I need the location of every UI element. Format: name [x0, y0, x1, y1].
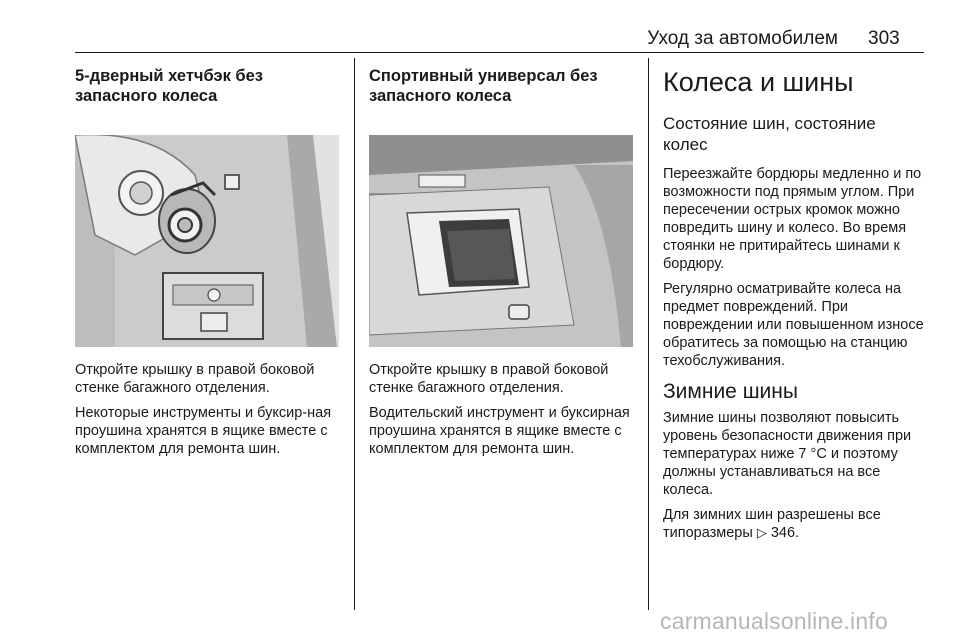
subheading-hatchback: 5-дверный хетчбэк без запасного колеса: [75, 67, 263, 105]
watermark: carmanualsonline.info: [660, 608, 888, 634]
paragraph-tools-stored: Некоторые инструменты и буксир-ная проушина хранятся в ящике вместе с комплектом для ремонта шин.: [75, 405, 332, 457]
column-divider-2: [648, 58, 649, 610]
column-divider-1: [354, 58, 355, 610]
page-reference-icon: ▷: [756, 525, 767, 540]
paragraph-kerbs: Переезжайте бордюры медленно и по возможности под прямым углом. При пересечении острых кромок можно повредить шину и колесо. Во время стоянки не притирайтесь шинами к бордюру.: [663, 166, 922, 272]
subheading-tyre-condition: Состояние шин, состояние колес: [663, 114, 876, 154]
subheading-winter-tyres: Зимние шины: [663, 380, 798, 403]
column-sports-tourer: [369, 66, 639, 465]
figure-hatchback-side-compartment: [75, 135, 339, 347]
page-reference-link[interactable]: 346.: [770, 525, 800, 541]
header-rule: [75, 52, 924, 53]
column-wheels-tyres: [663, 66, 928, 549]
paragraph-winter-sizes: Для зимних шин разрешены все типоразмеры ▷ 346.: [663, 507, 881, 541]
column-hatchback: [75, 66, 345, 465]
running-header-title: Уход за автомобилем: [647, 28, 838, 49]
page-number: 303: [868, 28, 900, 49]
paragraph-open-cover: Откройте крышку в правой боковой стенке багажного отделения.: [369, 362, 609, 396]
paragraph-open-cover: Откройте крышку в правой боковой стенке багажного отделения.: [75, 362, 315, 396]
figure-sports-tourer-side-compartment: [369, 135, 633, 347]
section-title: Колеса и шины: [663, 67, 854, 97]
paragraph-winter-safety: Зимние шины позволяют повысить уровень безопасности движения при температурах ниже 7 °C и поэтому должны устанавливаться на все колеса.: [663, 410, 912, 498]
paragraph-inspect-wheels: Регулярно осматривайте колеса на предмет повреждений. При повреждении или повышенном износе обратитесь за помощью на станцию техобслуживания.: [663, 281, 924, 369]
paragraph-tools-stored: Водительский инструмент и буксирная проушина хранятся в ящике вместе с комплектом для ремонта шин.: [369, 405, 630, 457]
subheading-sports-tourer: Спортивный универсал без запасного колеса: [369, 67, 598, 105]
